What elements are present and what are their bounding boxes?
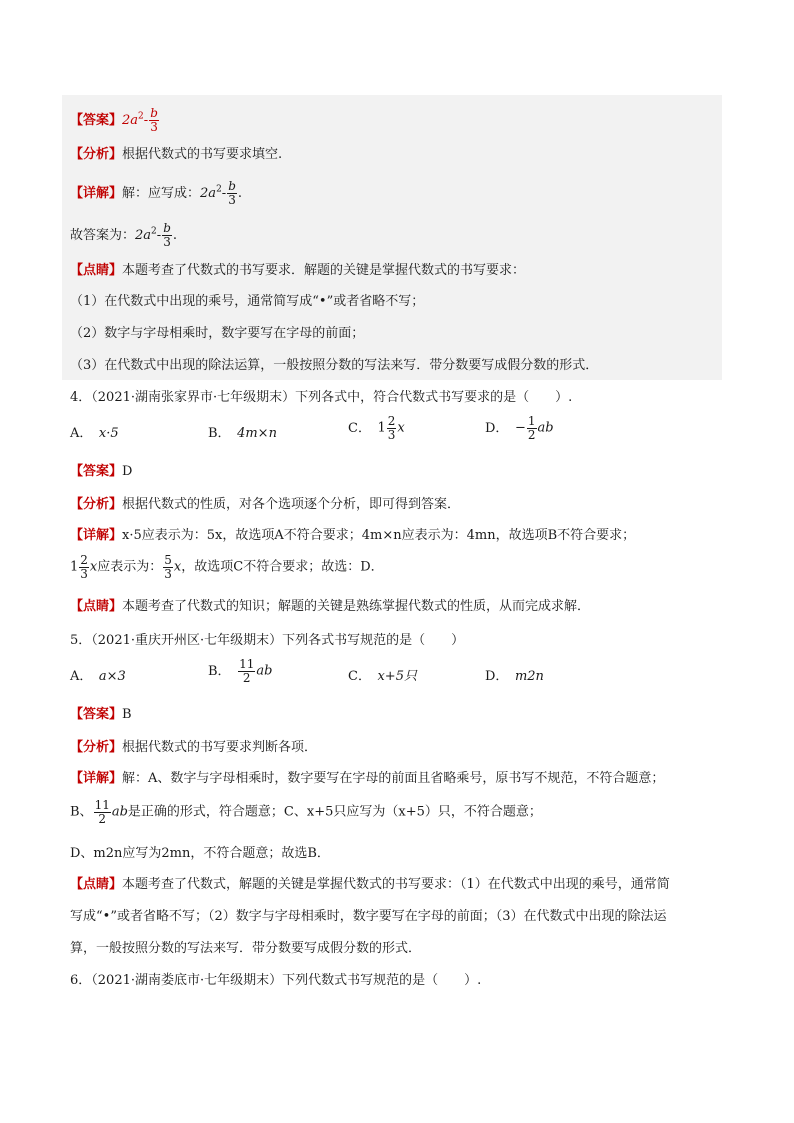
rule-1: （1）在代数式中出现的乘号，通常简写成“•”或者省略不写； (70, 294, 425, 309)
q5-comment-line-1: 【点睛】本题考查了代数式，解题的关键是掌握代数式的书写要求：（1）在代数式中出现的乘号，通常简 (70, 877, 670, 892)
detail-line: 【详解】解：应写成：$2a^2-$ $\frac{b}{3}$ . (70, 179, 243, 207)
detail-fraction: $\frac{b}{3}$ (228, 179, 236, 207)
analysis-line (70, 146, 282, 164)
q5-option-d: D． m2n (485, 669, 544, 684)
q4-option-c: C． 1 $\frac{2}{3}$ x (348, 414, 405, 442)
q5-detail-line-3: D、m2n应写为2mn，不符合题意；故选B． (70, 846, 330, 861)
q5-comment-line-3: 算，一般按照分数的写法来写．带分数要写成假分数的形式． (70, 941, 422, 956)
detail-text: 解：应写成： (122, 186, 201, 201)
q5-analysis-line: 【分析】根据代数式的书写要求判断各项． (70, 740, 318, 755)
q4-detail-line-1: 【详解】x·5应表示为：5x，故选项A不符合要求；4m×n应表示为：4mn，故选项B不符合要求； (70, 528, 636, 543)
q4-detail-line-2: 1 $\frac{2}{3}$ x应表示为： $\frac{5}{3}$ x，故选项C不符合要求；故选：D． (70, 553, 384, 581)
q5-detail-line-2: B、 $\frac{11}{2}$ ab是正确的形式，符合题意；C、x+5只应写为（x+5）只，不符合题意； (70, 798, 542, 826)
q5-option-c: C． x+5只 (348, 669, 417, 684)
answer-expr-head: 2a (122, 113, 139, 128)
q5-detail-line-1: 【详解】解：A、数字与字母相乘时，数字要写在字母的前面且省略乘号，原书写不规范，不符合题意； (70, 771, 665, 786)
conclusion-fraction: $\frac{b}{3}$ (163, 221, 171, 249)
comment-label: 【点睛】 (70, 263, 123, 278)
answer-label: 【答案】 (70, 113, 123, 128)
q4-option-a: A． x·5 (70, 426, 119, 441)
comment-line (70, 262, 525, 280)
answer-sup: 2 (138, 111, 144, 122)
q4-comment-line: 【点睛】本题考查了代数式的知识；解题的关键是熟练掌握代数式的性质，从而完成求解． (70, 599, 591, 614)
q4-answer: D (122, 464, 133, 479)
rule-2: （2）数字与字母相乘时，数字要写在字母的前面； (70, 326, 365, 341)
q4-answer-line: 【答案】D (70, 464, 133, 479)
conclusion-line: 故答案为：$2a^2-$ $\frac{b}{3}$ . (70, 221, 178, 249)
q5-option-a: A． a×3 (70, 669, 126, 684)
answer-line (70, 107, 160, 134)
q4-option-d: D． − $\frac{1}{2}$ ab (485, 414, 554, 442)
q5-option-b: B． $\frac{11}{2}$ ab (208, 657, 273, 685)
analysis-text: 根据代数式的书写要求填空. (122, 147, 283, 162)
q5-stem: 5．（2021·重庆开州区·七年级期末）下列各式书写规范的是（ ） (70, 633, 465, 648)
q5-answer: B (122, 707, 132, 722)
comment-text: 本题考查了代数式的书写要求．解题的关键是掌握代数式的书写要求： (122, 263, 526, 278)
q5-comment-line-2: 写成“•”或者省略不写；（2）数字与字母相乘时，数字要写在字母的前面；（3）在代数式中出现的除法运 (70, 909, 667, 924)
detail-label: 【详解】 (70, 186, 123, 201)
q6-stem: 6．（2021·湖南娄底市·七年级期末）下列代数式书写规范的是（ ）. (70, 973, 482, 988)
q4-option-b: B． 4m×n (208, 426, 277, 441)
q4-stem: 4．（2021·湖南张家界市·七年级期末）下列各式中，符合代数式书写要求的是（ ）. (70, 390, 573, 405)
answer-fraction: $\frac{b}{3}$ (150, 106, 158, 134)
q5-answer-line: 【答案】B (70, 707, 132, 722)
conclusion-text: 故答案为： (70, 228, 136, 243)
q4-analysis-line: 【分析】根据代数式的性质，对各个选项逐个分析，即可得到答案． (70, 497, 461, 512)
analysis-label: 【分析】 (70, 147, 123, 162)
answer-minus: - (143, 113, 149, 128)
rule-3: （3）在代数式中出现的除法运算，一般按照分数的写法来写．带分数要写成假分数的形式． (70, 358, 599, 373)
